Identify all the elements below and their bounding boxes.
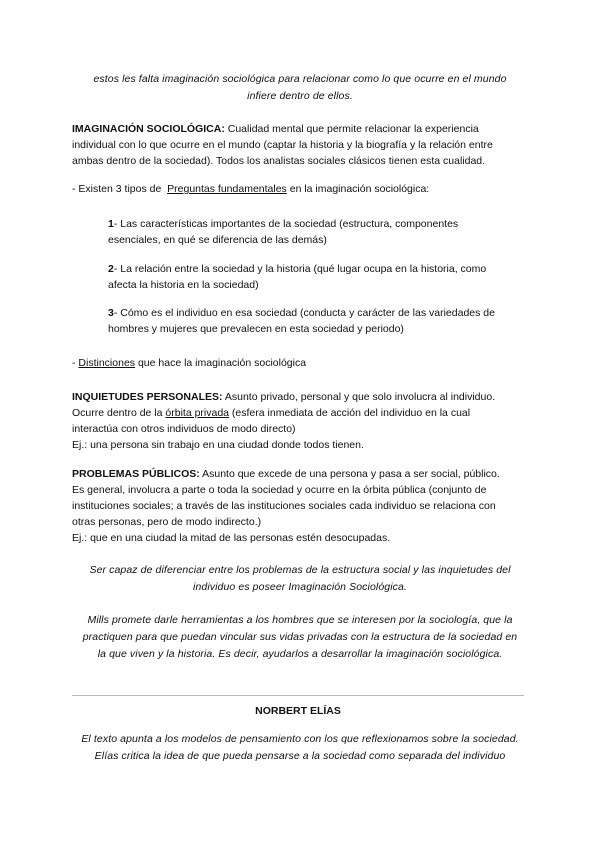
list-text: - La relación entre la sociedad y la historia (qué lugar ocupa en la historia, como [113,263,487,275]
list-text: - Cómo es el individuo en esa sociedad (conducta y carácter de las variedades de [113,307,495,319]
list-number: 1 [108,218,114,230]
example-text: Ej.: que en una ciudad la mitad de las personas estén desocupadas. [72,532,391,544]
definition-text: individual con lo que ocurre en el mundo (captar la historia y la biografía y la relación entre [72,139,493,151]
section-divider [72,695,524,696]
distinciones-line [72,355,532,371]
imaginacion-paragraph [72,121,532,169]
distinciones-link: Distinciones [78,357,136,369]
definition-text: instituciones sociales; a través de las instituciones sociales cada individuo se relaciona con [72,500,496,512]
elias-paragraph [70,731,530,765]
definition-text: (esfera inmediata de acción del individuo en la cual [229,407,471,419]
intro-paragraph [70,71,530,105]
example-text: Ej.: una persona sin trabajo en una ciudad donde todos tienen. [72,439,364,451]
intro-line: estos les falta imaginación sociológica para relacionar como lo que ocurre en el mundo [93,73,507,85]
term-imaginacion: IMAGINACIÓN SOCIOLÓGICA: [72,123,225,135]
definition-text: Es general, involucra a parte o toda la sociedad y ocurre en la órbita pública (conjunto de [72,484,487,496]
term-problemas: PROBLEMAS PÚBLICOS: [72,468,200,480]
orbita-privada-link: órbita privada [165,407,230,419]
definition-text: ambas dentro de la sociedad). Todos los analistas sociales clásicos tienen esta cualidad. [72,155,486,167]
list-number: 2 [108,263,114,275]
list-item [108,305,528,337]
italic-line: practiquen para que puedan vincular sus vidas privadas con la estructura de la sociedad en [82,631,518,643]
definition-text: otras personas, pero de modo indirecto.) [72,516,262,528]
tipos-suffix: en la imaginación sociológica: [286,183,430,195]
italic-line: El texto apunta a los modelos de pensamiento con los que reflexionamos sobre la sociedad. [81,733,519,745]
list-item [108,216,528,248]
definition-text: Cualidad mental que permite relacionar la experiencia [224,123,479,135]
definition-text: interactúa con otros individuos de modo directo) [72,423,296,435]
definition-text: Ocurre dentro de la [72,407,166,419]
distinciones-suffix: que hace la imaginación sociológica [135,357,307,369]
definition-text: Asunto privado, personal y que solo involucra al individuo. [222,391,496,403]
section-heading: NORBERT ELÍAS [255,705,341,717]
distinciones-prefix: - [72,357,79,369]
ser-capaz-paragraph [70,562,530,596]
list-text: afecta la historia en la sociedad) [108,279,259,291]
preguntas-fundamentales-link: Preguntas fundamentales [167,183,287,195]
term-inquietudes: INQUIETUDES PERSONALES: [72,391,223,403]
italic-line: Mills promete darle herramientas a los hombres que se interesen por la sociología, que la [87,614,513,626]
list-number: 3 [108,307,114,319]
italic-line: Ser capaz de diferenciar entre los problemas de la estructura social y las inquietudes del [89,564,511,576]
list-text: esenciales, en qué se diferencia de las demás) [108,234,327,246]
tipos-line [72,181,532,197]
list-text: - Las características importantes de la sociedad (estructura, componentes [113,218,459,230]
definition-text: Asunto que excede de una persona y pasa a ser social, público. [199,468,500,480]
intro-line: infiere dentro de ellos. [247,90,353,102]
list-item [108,261,528,293]
tipos-prefix: - Existen 3 tipos de [72,183,168,195]
problemas-paragraph [72,466,532,546]
mills-paragraph [70,612,530,663]
italic-line: individuo es poseer Imaginación Sociológica. [193,581,407,593]
inquietudes-paragraph [72,389,532,453]
italic-line: la que viven y la historia. Es decir, ayudarlos a desarrollar la imaginación sociológica. [97,648,503,660]
list-text: hombres y mujeres que prevalecen en esta sociedad y periodo) [108,323,404,335]
italic-line: Elías critica la idea de que pueda pensarse a la sociedad como separada del individuo [94,750,506,762]
